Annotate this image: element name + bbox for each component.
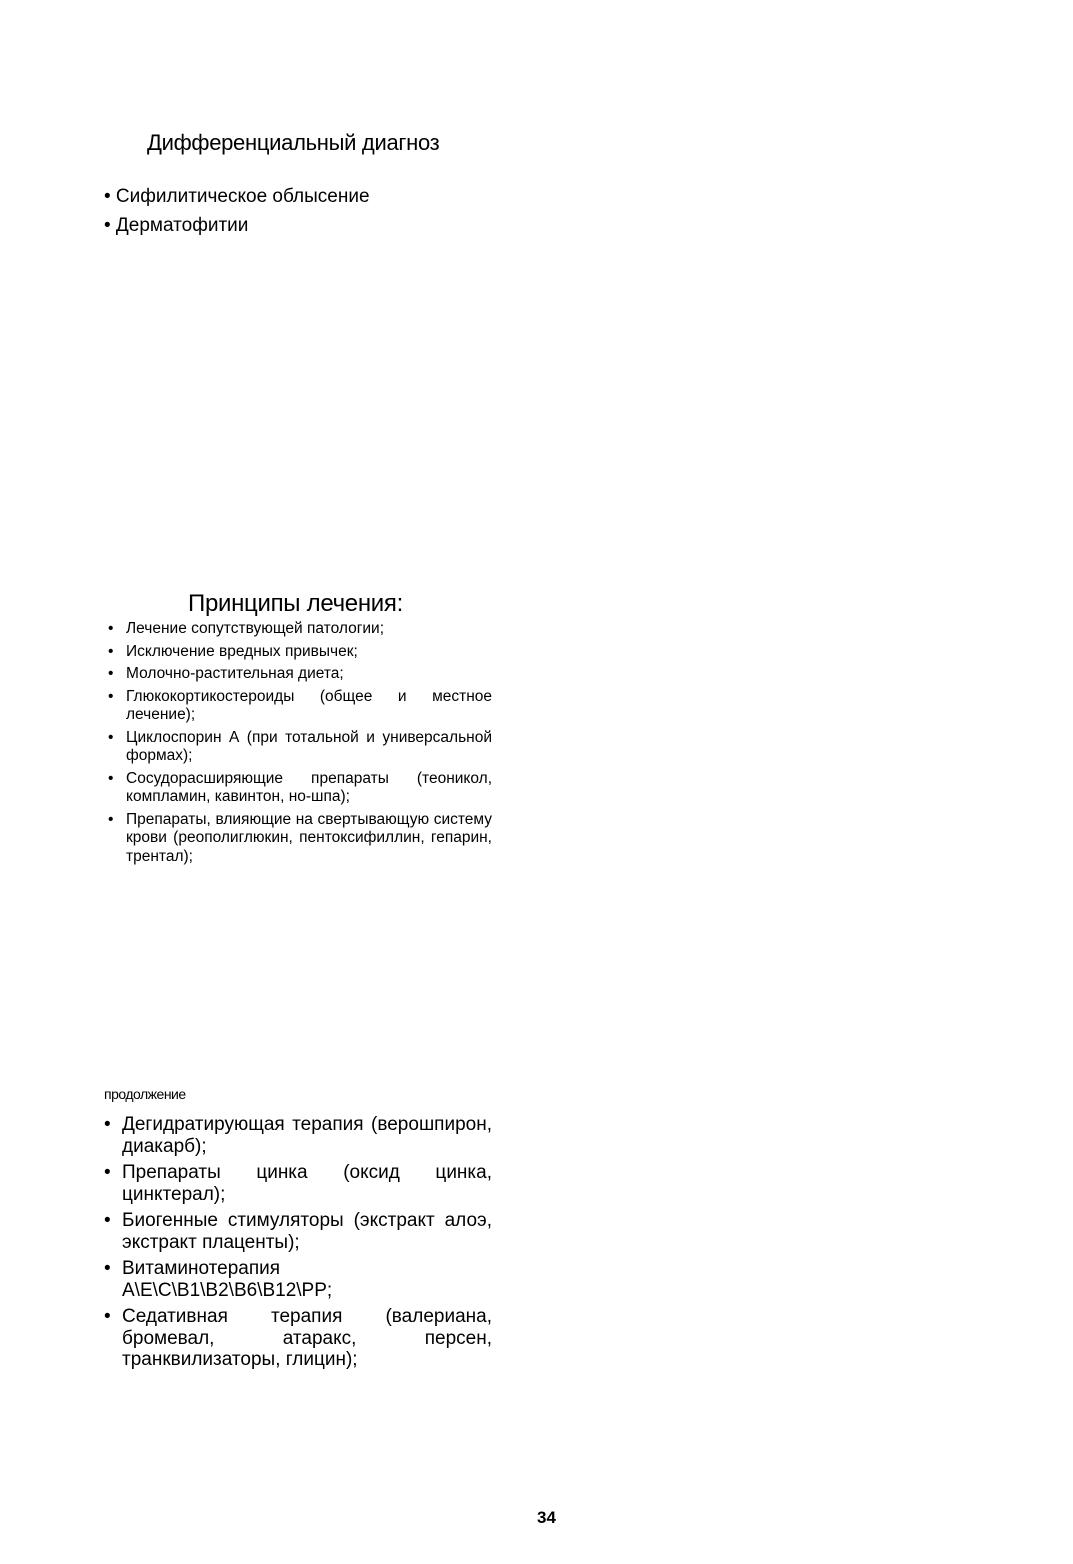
bullet-icon: • xyxy=(104,1306,111,1327)
continuation-label: продолжение xyxy=(104,1086,186,1102)
list-item-text: Исключение вредных привычек; xyxy=(126,642,358,660)
section-title-treatment-principles: Принципы лечения: xyxy=(188,590,403,617)
bullet-icon: • xyxy=(108,728,114,746)
page-number: 34 xyxy=(537,1508,556,1527)
list-item-text: Глюкокортикостероиды (общее и местное лечение); xyxy=(126,687,492,723)
list-item xyxy=(104,1258,492,1301)
section-title-differential-diagnosis: Дифференциальный диагноз xyxy=(147,130,440,155)
list-item-text: Сосудорасширяющие препараты (теоникол, компламин, кавинтон, но-шпа); xyxy=(126,769,492,805)
list-item-text: Лечение сопутствующей патологии; xyxy=(126,620,385,637)
bullet-icon: • xyxy=(108,810,114,828)
list-item-text: Циклоспорин А (при тотальной и универсальной формах); xyxy=(126,728,492,764)
list-item-text: Препараты, влияющие на свертывающую систему крови (реополиглюкин, пентоксифиллин, гепарин, трентал); xyxy=(126,810,492,865)
treatment-principles-list xyxy=(108,620,492,870)
list-item: • Дерматофитии xyxy=(104,215,249,236)
list-item-text: Витаминотерапия A\E\C\B1\B2\B6\B12\PP; xyxy=(122,1258,333,1301)
bullet-icon: • xyxy=(108,769,114,787)
bullet-icon: • xyxy=(104,1258,111,1279)
bullet-icon: • xyxy=(108,620,114,637)
bullet-icon: • xyxy=(108,665,114,682)
list-item-text: Биогенные стимуляторы (экстракт алоэ, экстракт плаценты); xyxy=(122,1210,492,1253)
list-item-text: Молочно-растительная диета; xyxy=(126,665,344,682)
list-item xyxy=(108,620,492,639)
list-item xyxy=(104,1114,492,1157)
bullet-icon: • xyxy=(108,642,114,660)
list-item xyxy=(108,643,492,662)
bullet-icon: • xyxy=(108,687,114,705)
treatment-continuation-list xyxy=(104,1114,492,1376)
bullet-icon: • xyxy=(104,1162,111,1183)
list-item xyxy=(108,811,492,867)
list-item xyxy=(108,665,492,684)
list-item: • Сифилитическое облысение xyxy=(104,186,370,207)
list-item xyxy=(108,729,492,766)
list-item xyxy=(104,1306,492,1371)
differential-diagnosis-list xyxy=(104,182,524,240)
bullet-icon: • xyxy=(104,1114,111,1135)
list-item xyxy=(104,1210,492,1253)
list-item-text: Препараты цинка (оксид цинка, цинктерал); xyxy=(122,1162,492,1205)
list-item-text: Дегидратирующая терапия (верошпирон, диакарб); xyxy=(122,1114,492,1157)
list-item xyxy=(108,688,492,725)
list-item xyxy=(104,1162,492,1205)
bullet-icon: • xyxy=(104,1210,111,1231)
list-item xyxy=(108,770,492,807)
list-item-text: Седативная терапия (валериана, бромевал, атаракс, персен, транквилизаторы, глицин); xyxy=(122,1306,492,1370)
